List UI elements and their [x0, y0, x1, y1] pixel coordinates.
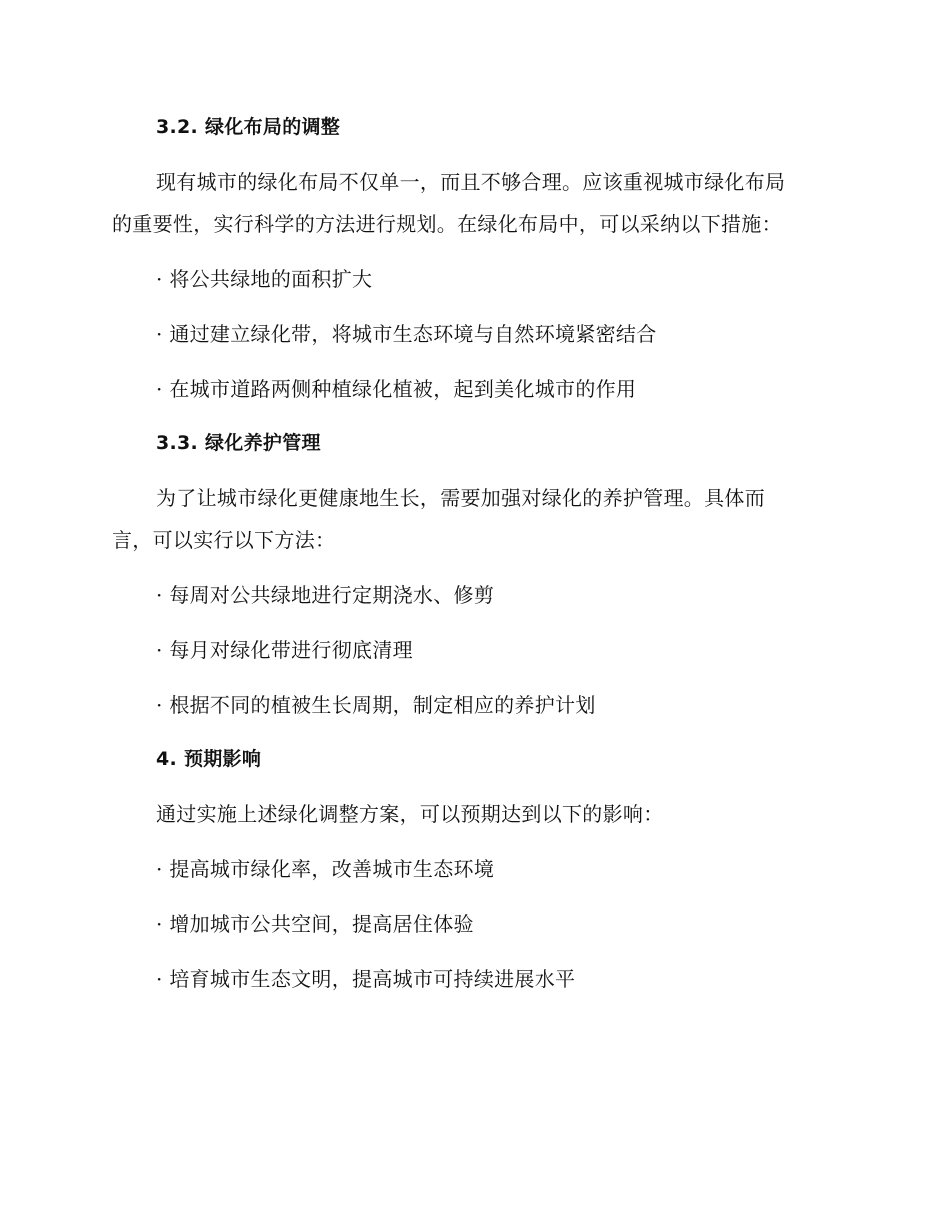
- bullet-item: · 提高城市绿化率，改善城市生态环境: [156, 857, 495, 881]
- section-heading-4: 4. 预期影响: [156, 748, 262, 770]
- bullet-item: · 每月对绿化带进行彻底清理: [156, 638, 413, 662]
- paragraph-line: 现有城市的绿化布局不仅单一，而且不够合理。应该重视城市绿化布局: [156, 170, 786, 194]
- bullet-item: · 每周对公共绿地进行定期浇水、修剪: [156, 583, 495, 607]
- bullet-item: · 将公共绿地的面积扩大: [156, 267, 373, 291]
- paragraph-line: 为了让城市绿化更健康地生长，需要加强对绿化的养护管理。具体而: [156, 486, 765, 510]
- section-heading-3-3: 3.3. 绿化养护管理: [156, 432, 321, 454]
- paragraph-line: 的重要性，实行科学的方法进行规划。在绿化布局中，可以采纳以下措施：: [112, 212, 782, 236]
- bullet-item: · 增加城市公共空间，提高居住体验: [156, 912, 474, 936]
- section-heading-3-2: 3.2. 绿化布局的调整: [156, 116, 341, 138]
- bullet-item: · 根据不同的植被生长周期，制定相应的养护计划: [156, 693, 596, 717]
- bullet-item: · 在城市道路两侧种植绿化植被，起到美化城市的作用: [156, 377, 637, 401]
- bullet-item: · 通过建立绿化带，将城市生态环境与自然环境紧密结合: [156, 322, 657, 346]
- paragraph-line: 言，可以实行以下方法：: [112, 528, 336, 552]
- paragraph-line: 通过实施上述绿化调整方案，可以预期达到以下的影响：: [156, 802, 664, 826]
- bullet-item: · 培育城市生态文明，提高城市可持续进展水平: [156, 967, 576, 991]
